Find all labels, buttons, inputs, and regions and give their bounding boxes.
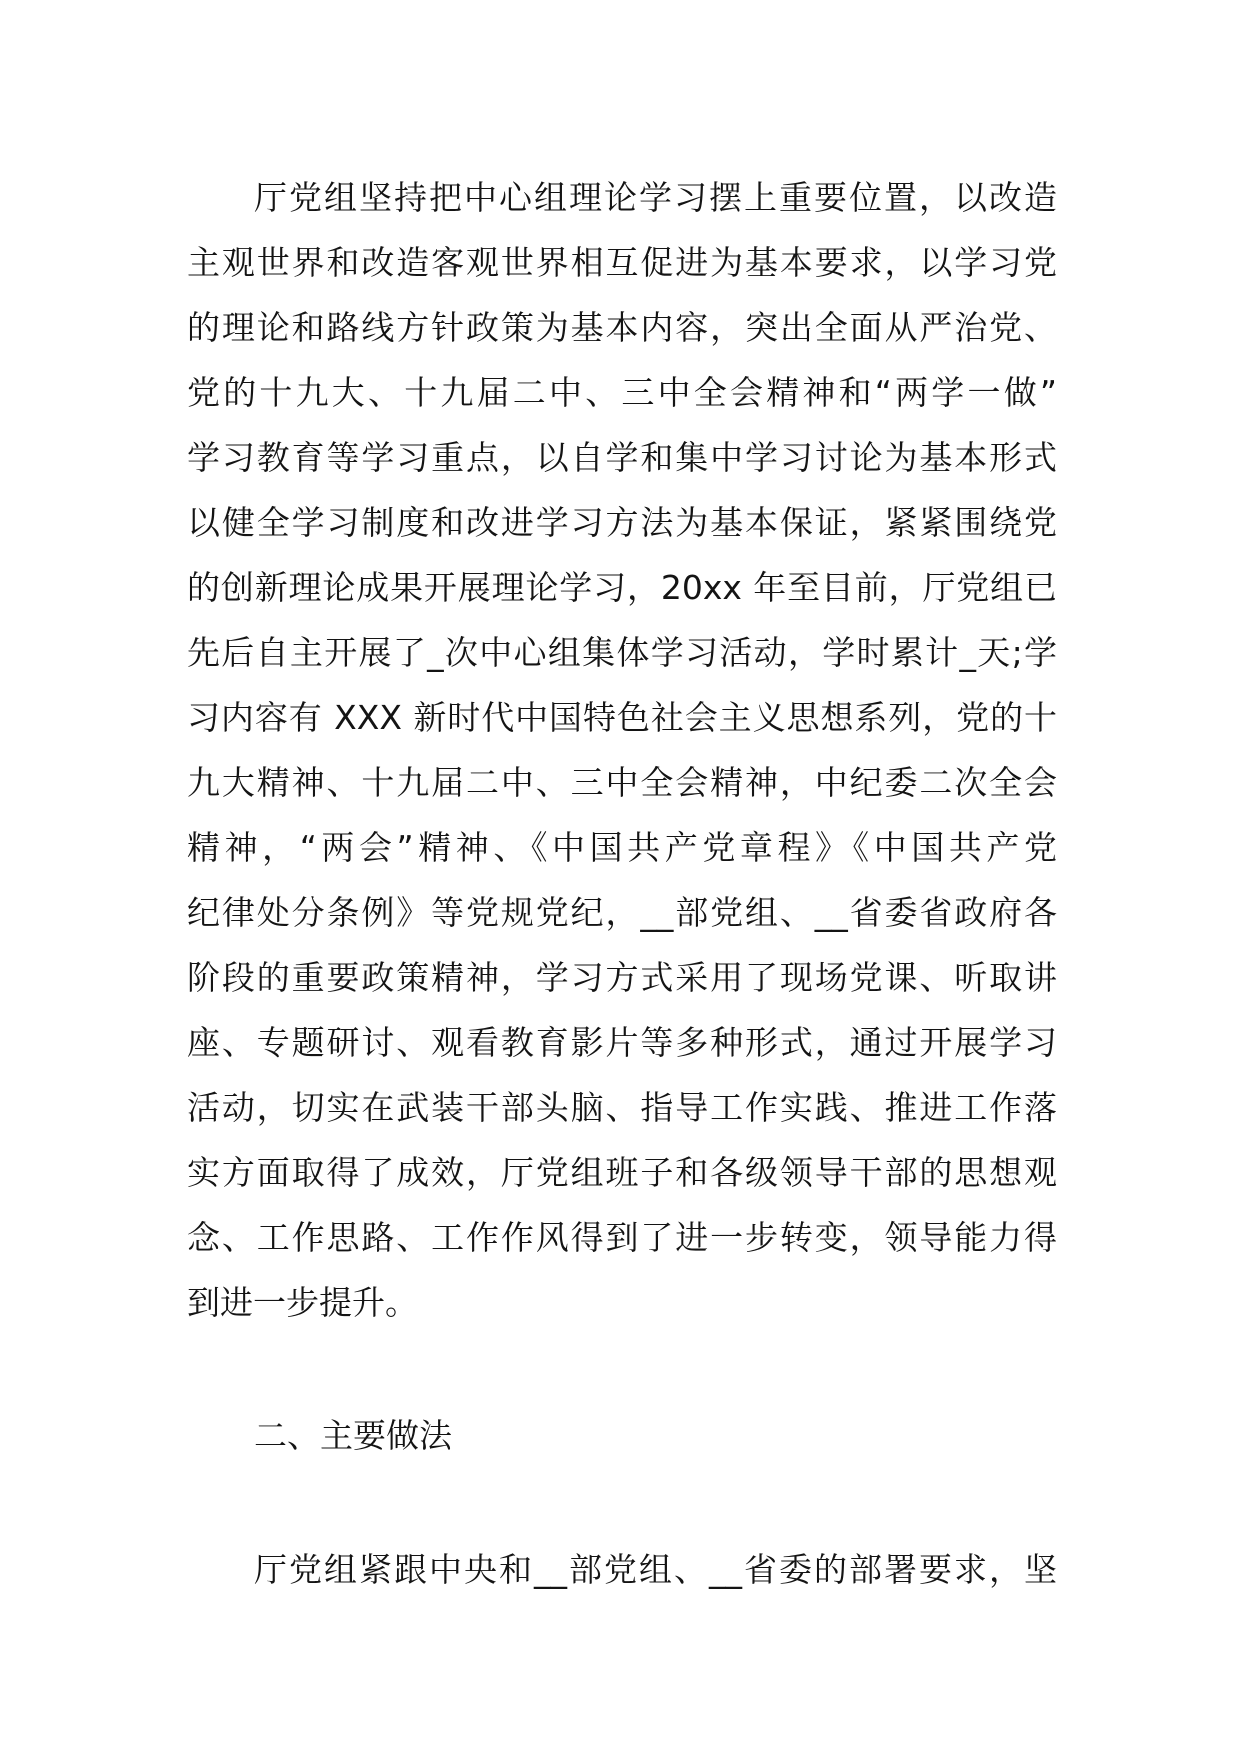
paragraph-line: 的创新理论成果开展理论学习，20xx 年至目前，厅党组已 bbox=[187, 568, 1057, 607]
body-paragraph-main-practices bbox=[187, 1537, 1057, 1602]
paragraph-line: 厅党组坚持把中心组理论学习摆上重要位置，以改造 bbox=[254, 178, 1057, 217]
paragraph-line: 九大精神、十九届二中、三中全会精神，中纪委二次全会 bbox=[187, 763, 1057, 802]
paragraph-line: 的理论和路线方针政策为基本内容，突出全面从严治党、 bbox=[187, 308, 1057, 347]
paragraph-line: 念、工作思路、工作作风得到了进一步转变，领导能力得 bbox=[187, 1218, 1057, 1257]
paragraph-line: 座、专题研讨、观看教育影片等多种形式，通过开展学习 bbox=[187, 1023, 1057, 1062]
paragraph-line: 以健全学习制度和改进学习方法为基本保证，紧紧围绕党 bbox=[187, 503, 1057, 542]
body-paragraph-study-summary bbox=[187, 165, 1057, 1335]
section-heading bbox=[187, 1403, 1057, 1468]
paragraph-line: 先后自主开展了_次中心组集体学习活动，学时累计_天;学 bbox=[187, 633, 1057, 672]
paragraph-line: 党的十九大、十九届二中、三中全会精神和“两学一做” bbox=[187, 373, 1057, 412]
paragraph-line: 厅党组紧跟中央和__部党组、__省委的部署要求，坚 bbox=[254, 1550, 1057, 1589]
paragraph-line: 主观世界和改造客观世界相互促进为基本要求，以学习党 bbox=[187, 243, 1057, 282]
paragraph-line: 实方面取得了成效，厅党组班子和各级领导干部的思想观 bbox=[187, 1153, 1057, 1192]
paragraph-line: 活动，切实在武装干部头脑、指导工作实践、推进工作落 bbox=[187, 1088, 1057, 1127]
paragraph-line: 学习教育等学习重点，以自学和集中学习讨论为基本形式 bbox=[187, 438, 1057, 477]
paragraph-line-last: 到进一步提升。 bbox=[187, 1283, 418, 1322]
section-heading-text: 二、主要做法 bbox=[254, 1416, 452, 1455]
paragraph-line: 纪律处分条例》等党规党纪，__部党组、__省委省政府各 bbox=[187, 893, 1057, 932]
paragraph-line: 阶段的重要政策精神，学习方式采用了现场党课、听取讲 bbox=[187, 958, 1057, 997]
paragraph-line: 精神，“两会”精神、《中国共产党章程》《中国共产党 bbox=[187, 828, 1057, 867]
paragraph-line: 习内容有 XXX 新时代中国特色社会主义思想系列，党的十 bbox=[187, 698, 1057, 737]
